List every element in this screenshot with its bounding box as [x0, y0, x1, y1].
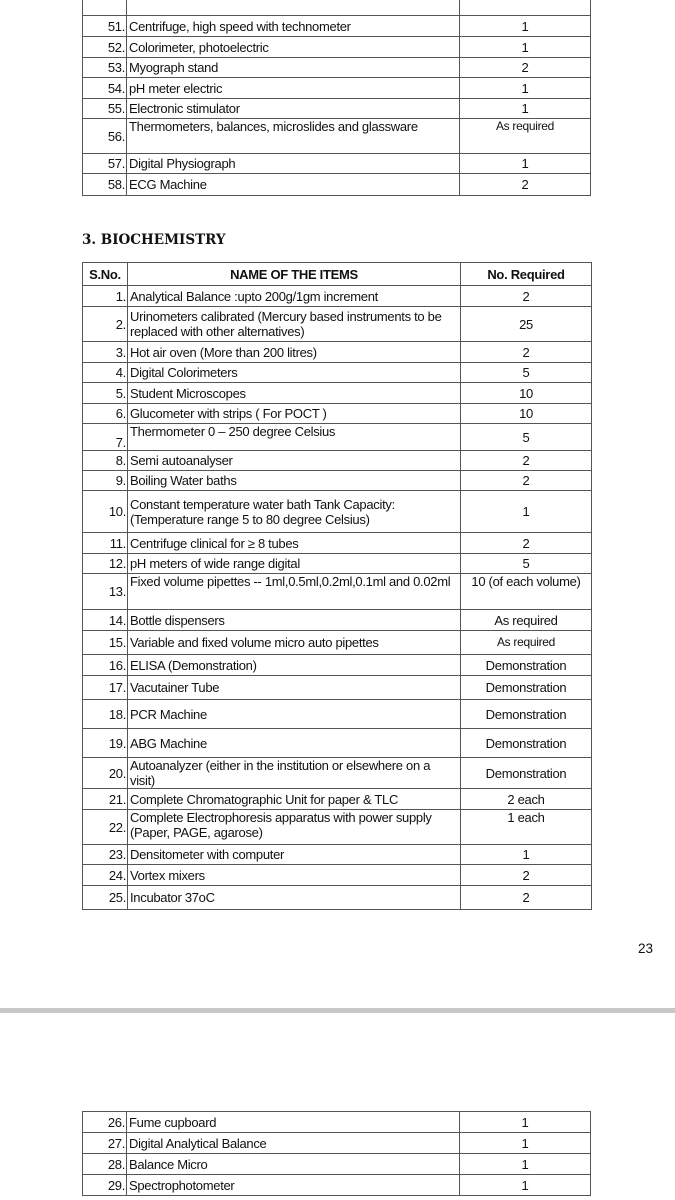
item-name: Glucometer with strips ( For POCT ) [128, 404, 461, 424]
table-row [83, 307, 592, 342]
serial-number: 12. [83, 554, 128, 574]
item-name: Autoanalyzer (either in the institution or elsewhere on a visit) [128, 758, 461, 789]
item-name: Thermometers, balances, microslides and glassware [127, 119, 460, 154]
table-row [83, 383, 592, 404]
quantity-required: 2 [461, 451, 592, 471]
item-name: Hot air oven (More than 200 litres) [128, 342, 461, 363]
serial-number: 5. [83, 383, 128, 404]
serial-number: 21. [83, 789, 128, 810]
serial-number: 16. [83, 655, 128, 676]
serial-number: 10. [83, 491, 128, 533]
quantity-required: 2 [461, 886, 592, 910]
serial-number: 22. [83, 810, 128, 845]
item-name: Centrifuge, high speed with technometer [127, 16, 460, 37]
item-name: Student Microscopes [128, 383, 461, 404]
quantity-required: 2 [460, 174, 591, 196]
item-name: Complete Electrophoresis apparatus with power supply (Paper, PAGE, agarose) [128, 810, 461, 845]
table-row [83, 99, 591, 119]
table-row [83, 404, 592, 424]
quantity-required: 2 [461, 865, 592, 886]
serial-number: 11. [83, 533, 128, 554]
table-row [83, 845, 592, 865]
table-row [83, 37, 591, 58]
serial-number: 14. [83, 610, 128, 631]
table-row [83, 1175, 591, 1196]
serial-number: 3. [83, 342, 128, 363]
serial-number: 19. [83, 729, 128, 758]
quantity-required: 2 [461, 471, 592, 491]
quantity-required: 1 [460, 154, 591, 174]
table-row [83, 729, 592, 758]
item-name: Digital Analytical Balance [127, 1133, 460, 1154]
item-name: Complete Chromatographic Unit for paper & TLC [128, 789, 461, 810]
quantity-required: 10 [461, 404, 592, 424]
serial-number: 15. [83, 631, 128, 655]
table-row [83, 574, 592, 610]
quantity-required: 2 each [461, 789, 592, 810]
serial-number: 9. [83, 471, 128, 491]
item-name: Vacutainer Tube [128, 676, 461, 700]
equipment-table-continued [82, 0, 591, 196]
item-name: Fixed volume pipettes -- 1ml,0.5ml,0.2ml,0.1ml and 0.02ml [128, 574, 461, 610]
item-name: ECG Machine [127, 174, 460, 196]
quantity-required: Demonstration [461, 655, 592, 676]
quantity-required: As required [461, 610, 592, 631]
item-name: pH meter electric [127, 78, 460, 99]
serial-number: 28. [83, 1154, 127, 1175]
section-heading-biochemistry: 3. BIOCHEMISTRY [82, 232, 226, 248]
table-row [83, 16, 591, 37]
serial-number: 29. [83, 1175, 127, 1196]
table-row [83, 865, 592, 886]
item-name: Analytical Balance :upto 200g/1gm increment [128, 286, 461, 307]
quantity-required: 10 [461, 383, 592, 404]
item-name: pH meters of wide range digital [128, 554, 461, 574]
serial-number: 4. [83, 363, 128, 383]
quantity-required: 1 each [461, 810, 592, 845]
serial-number: 53. [83, 58, 127, 78]
item-name: Vortex mixers [128, 865, 461, 886]
header-sno: S.No. [83, 263, 128, 286]
table-row [83, 0, 591, 16]
quantity-required: 1 [460, 1175, 591, 1196]
quantity-required: 1 [460, 99, 591, 119]
page-separator [0, 1008, 675, 1013]
item-name [127, 0, 460, 16]
table-row [83, 491, 592, 533]
serial-number: 52. [83, 37, 127, 58]
quantity-required: Demonstration [461, 729, 592, 758]
quantity-required: 1 [460, 1154, 591, 1175]
table-row [83, 676, 592, 700]
quantity-required: 5 [461, 363, 592, 383]
quantity-required: 5 [461, 424, 592, 451]
serial-number: 23. [83, 845, 128, 865]
serial-number: 54. [83, 78, 127, 99]
table-row [83, 58, 591, 78]
table-row [83, 1112, 591, 1133]
serial-number: 1. [83, 286, 128, 307]
quantity-required: Demonstration [461, 700, 592, 729]
item-name: Constant temperature water bath Tank Capacity: (Temperature range 5 to 80 degree Celsius) [128, 491, 461, 533]
quantity-required: 10 (of each volume) [461, 574, 592, 610]
equipment-table-next-page [82, 1111, 591, 1196]
table-row [83, 154, 591, 174]
quantity-required: Demonstration [461, 676, 592, 700]
table-row [83, 363, 592, 383]
item-name: Centrifuge clinical for ≥ 8 tubes [128, 533, 461, 554]
serial-number: 27. [83, 1133, 127, 1154]
table-row [83, 554, 592, 574]
serial-number: 24. [83, 865, 128, 886]
quantity-required: 2 [461, 533, 592, 554]
table-row [83, 610, 592, 631]
table-row [83, 700, 592, 729]
serial-number: 7. [83, 424, 128, 451]
serial-number: 58. [83, 174, 127, 196]
quantity-required [460, 0, 591, 16]
quantity-required: 1 [461, 845, 592, 865]
serial-number: 51. [83, 16, 127, 37]
item-name: Digital Colorimeters [128, 363, 461, 383]
serial-number: 25. [83, 886, 128, 910]
item-name: Myograph stand [127, 58, 460, 78]
item-name: Boiling Water baths [128, 471, 461, 491]
serial-number: 6. [83, 404, 128, 424]
quantity-required: 1 [460, 1133, 591, 1154]
table-row [83, 655, 592, 676]
item-name: Variable and fixed volume micro auto pipettes [128, 631, 461, 655]
serial-number: 18. [83, 700, 128, 729]
quantity-required: 2 [460, 58, 591, 78]
item-name: Fume cupboard [127, 1112, 460, 1133]
table-row [83, 119, 591, 154]
quantity-required: 2 [461, 286, 592, 307]
item-name: Thermometer 0 – 250 degree Celsius [128, 424, 461, 451]
quantity-required: 1 [460, 16, 591, 37]
quantity-required: Demonstration [461, 758, 592, 789]
quantity-required: As required [460, 119, 591, 154]
table-row [83, 286, 592, 307]
item-name: Digital Physiograph [127, 154, 460, 174]
item-name: Spectrophotometer [127, 1175, 460, 1196]
quantity-required: 1 [460, 1112, 591, 1133]
item-name: Densitometer with computer [128, 845, 461, 865]
table-row [83, 810, 592, 845]
page-number: 23 [638, 941, 654, 956]
table-row [83, 533, 592, 554]
serial-number: 56. [83, 119, 127, 154]
table-row [83, 789, 592, 810]
table-row [83, 631, 592, 655]
item-name: Semi autoanalyser [128, 451, 461, 471]
table-row [83, 424, 592, 451]
item-name: Incubator 37oC [128, 886, 461, 910]
quantity-required: As required [461, 631, 592, 655]
serial-number: 20. [83, 758, 128, 789]
quantity-required: 1 [460, 78, 591, 99]
item-name: Colorimeter, photoelectric [127, 37, 460, 58]
item-name: ABG Machine [128, 729, 461, 758]
serial-number: 57. [83, 154, 127, 174]
serial-number: 17. [83, 676, 128, 700]
item-name: Balance Micro [127, 1154, 460, 1175]
biochemistry-equipment-table [82, 262, 592, 910]
serial-number: 55. [83, 99, 127, 119]
serial-number: 26. [83, 1112, 127, 1133]
header-item: NAME OF THE ITEMS [128, 263, 461, 286]
quantity-required: 1 [460, 37, 591, 58]
table-header-row [83, 263, 592, 286]
serial-number: 8. [83, 451, 128, 471]
quantity-required: 2 [461, 342, 592, 363]
item-name: Bottle dispensers [128, 610, 461, 631]
quantity-required: 1 [461, 491, 592, 533]
table-row [83, 471, 592, 491]
table-row [83, 1133, 591, 1154]
item-name: Urinometers calibrated (Mercury based instruments to be replaced with other alternatives) [128, 307, 461, 342]
table-row [83, 342, 592, 363]
table-row [83, 758, 592, 789]
quantity-required: 5 [461, 554, 592, 574]
item-name: PCR Machine [128, 700, 461, 729]
table-row [83, 1154, 591, 1175]
table-row [83, 78, 591, 99]
item-name: ELISA (Demonstration) [128, 655, 461, 676]
table-row [83, 451, 592, 471]
item-name: Electronic stimulator [127, 99, 460, 119]
serial-number: 2. [83, 307, 128, 342]
serial-number [83, 0, 127, 16]
table-row [83, 886, 592, 910]
table-row [83, 174, 591, 196]
quantity-required: 25 [461, 307, 592, 342]
serial-number: 13. [83, 574, 128, 610]
header-qty: No. Required [461, 263, 592, 286]
